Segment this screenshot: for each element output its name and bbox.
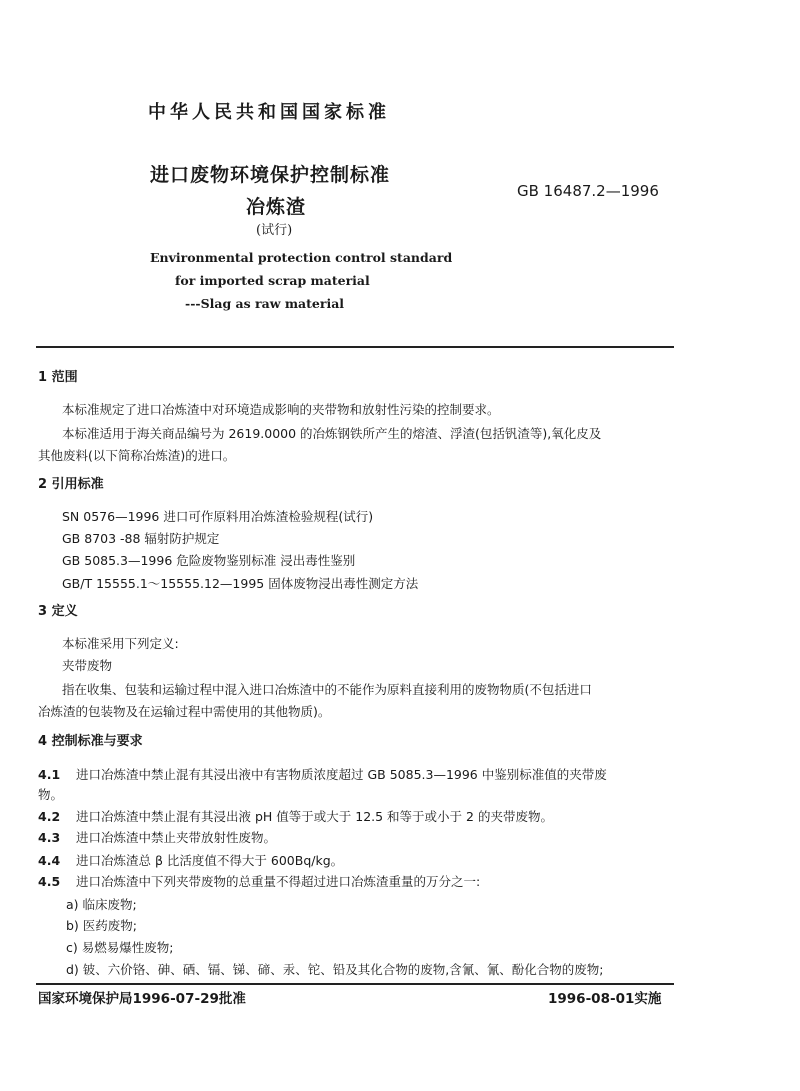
- footer-divider: [36, 983, 674, 985]
- paragraph: 冶炼渣的包装物及在运输过程中需使用的其他物质)。: [38, 704, 331, 719]
- clause-text: 进口冶炼渣中禁止夹带放射性废物。: [76, 830, 277, 845]
- clause-text: 进口冶炼渣中禁止混有其浸出液中有害物质浓度超过 GB 5085.3—1996 中鉴别标准值的夹带废: [76, 767, 607, 782]
- standard-title: 进口废物环境保护控制标准: [150, 164, 391, 186]
- english-title-line: Environmental protection control standard: [150, 250, 453, 265]
- reference-item: GB/T 15555.1～15555.12—1995 固体废物浸出毒性测定方法: [62, 576, 419, 591]
- paragraph: 其他废料(以下简称冶炼渣)的进口。: [38, 448, 236, 463]
- clause-text: 物。: [38, 787, 64, 802]
- clause-number: 4.5: [38, 874, 61, 889]
- clause-number: 4.2: [38, 809, 61, 824]
- paragraph: 指在收集、包装和运输过程中混入进口冶炼渣中的不能作为原料直接利用的废物物质(不包括进口: [62, 682, 592, 697]
- english-title-line: for imported scrap material: [175, 273, 370, 288]
- clause-text: 进口冶炼渣中禁止混有其浸出液 pH 值等于或大于 12.5 和等于或小于 2 的夹带废物。: [76, 809, 553, 824]
- section-heading: 3 定义: [38, 604, 78, 619]
- standard-number: GB 16487.2—1996: [517, 182, 659, 200]
- section-heading: 1 范围: [38, 370, 78, 385]
- clause-number: 4.1: [38, 767, 61, 782]
- reference-item: GB 5085.3—1996 危险废物鉴别标准 浸出毒性鉴别: [62, 553, 356, 568]
- section-heading: 2 引用标准: [38, 477, 104, 492]
- list-item: c) 易燃易爆性废物;: [66, 940, 174, 955]
- list-item: d) 铍、六价铬、砷、硒、镉、锑、碲、汞、铊、铅及其化合物的废物,含氰、氰、酚化合物的废物;: [66, 962, 604, 977]
- list-item: b) 医药废物;: [66, 918, 137, 933]
- reference-item: GB 8703 -88 辐射防护规定: [62, 531, 220, 546]
- clause-number: 4.3: [38, 830, 61, 845]
- section-heading: 4 控制标准与要求: [38, 734, 143, 749]
- english-title-line: ---Slag as raw material: [185, 296, 345, 311]
- standard-subtitle: 冶炼渣: [246, 196, 307, 218]
- approval-date: 国家环境保护局1996-07-29批准: [38, 991, 246, 1007]
- clause-text: 进口冶炼渣中下列夹带废物的总重量不得超过进口冶炼渣重量的万分之一:: [76, 874, 481, 889]
- clause-number: 4.4: [38, 853, 61, 868]
- clause-text: 进口冶炼渣总 β 比活度值不得大于 600Bq/kg。: [76, 853, 344, 868]
- trial-label: (试行): [256, 223, 293, 238]
- list-item: a) 临床废物;: [66, 897, 137, 912]
- implementation-date: 1996-08-01实施: [548, 991, 662, 1007]
- paragraph: 本标准采用下列定义:: [62, 636, 179, 651]
- header-divider: [36, 346, 674, 348]
- term: 夹带废物: [62, 658, 113, 673]
- paragraph: 本标准规定了进口冶炼渣中对环境造成影响的夹带物和放射性污染的控制要求。: [62, 402, 500, 417]
- paragraph: 本标准适用于海关商品编号为 2619.0000 的冶炼钢铁所产生的熔渣、浮渣(包括钒渣等),氧化皮及: [62, 426, 602, 441]
- reference-item: SN 0576—1996 进口可作原料用冶炼渣检验规程(试行): [62, 509, 374, 524]
- national-standard-heading: 中华人民共和国国家标准: [148, 102, 390, 123]
